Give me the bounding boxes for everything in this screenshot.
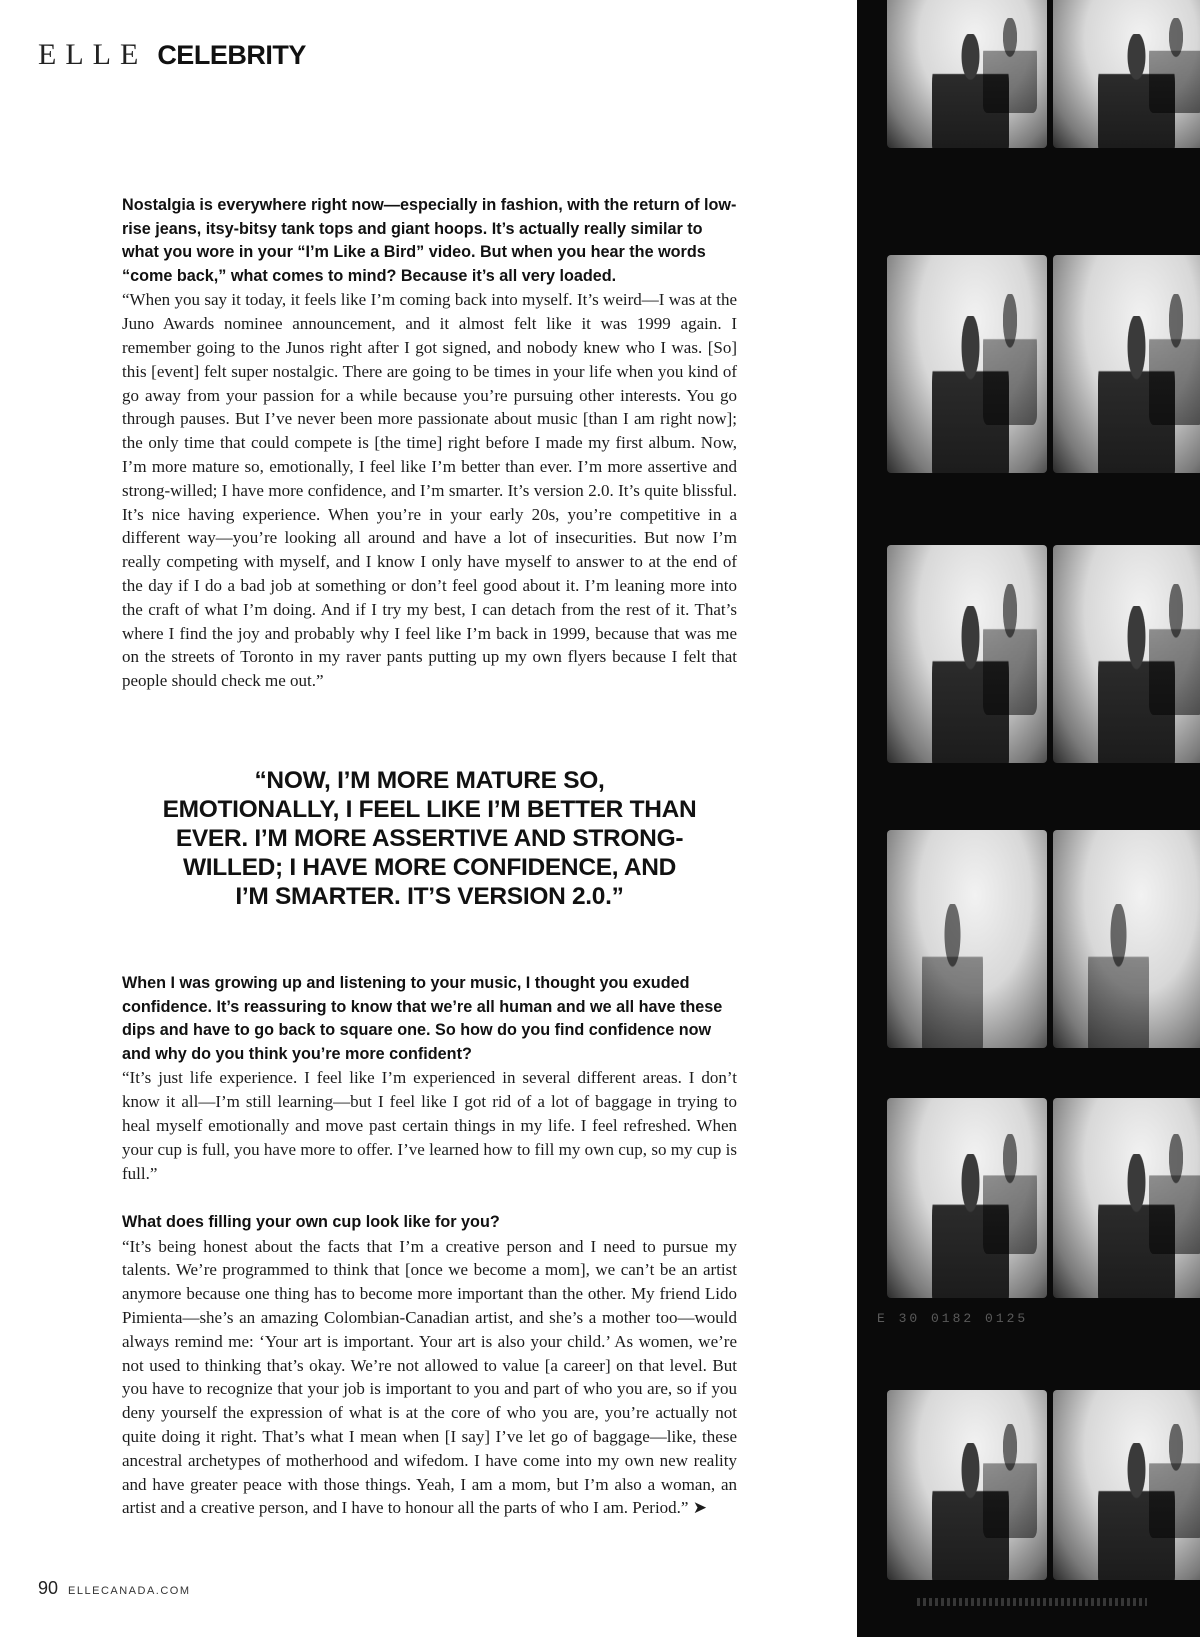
answer-1: “When you say it today, it feels like I’m coming back into myself. It’s weird—I was at the Juno Awards nominee announcement, and it almost felt like it was 1999 again. I remember going to the Junos right after I got signed, and nobody knew who I was. [So] this [event] felt super nostalgic. There are going to be times in your life when you kind of go away from your passion for a while because you’re pursuing other interests. You go through pauses. But I’ve never been more passionate about music [than I am right now]; the only time that could compete is [the time] right before I made my first album. Now, I’m more mature so, emotionally, I feel like I’m better than ever. I’m more assertive and strong-willed; I have more confidence, and I’m smarter. It’s version 2.0. It’s quite blissful. It’s nice having experience. When you’re in your early 20s, you’re competitive in a different way—you’re looking all around and have a lot of insecurities. But now I’m really competing with myself, and I know I only have myself to answer to at the end of the day if I do a bad job at something or don’t feel good about it. I’m leaning more into the craft of what I’m doing. And if I try my best, I can detach from the rest of it. That’s where I find the joy and probably why I feel like I’m back in 1999, because that was me on the streets of Toronto in my raver pants putting up my own flyers because I felt that people should check me out.” — [122, 290, 737, 691]
page-footer — [38, 1578, 191, 1599]
answer-2: “It’s just life experience. I feel like I’m experienced in several different areas. I don’t know it all—I’m still learning—but I feel like I got rid of a lot of baggage in trying to heal myself emotionally and move past certain things in my life. I feel refreshed. When your cup is full, you have more to offer. I’ve learned how to fill my own cup, so my cup is full.” — [122, 1068, 737, 1183]
pull-quote — [122, 766, 737, 911]
contact-sheet-photo-strip — [857, 0, 1200, 1637]
pull-quote-line: I’M SMARTER. IT’S VERSION 2.0.” — [235, 883, 624, 910]
pull-quote-line: EMOTIONALLY, I FEEL LIKE I’M BETTER THAN — [162, 796, 697, 823]
photo-frame — [887, 1098, 1047, 1298]
website-url: ELLECANADA.COM — [68, 1585, 191, 1597]
photo-frame — [1053, 1390, 1200, 1580]
photo-frame — [1053, 1098, 1200, 1298]
pull-quote-line: “NOW, I’M MORE MATURE SO, — [254, 767, 605, 794]
interview-block-2 — [122, 972, 737, 1185]
question-3: What does filling your own cup look like for you? — [122, 1213, 500, 1231]
pull-quote-line: EVER. I’M MORE ASSERTIVE AND STRONG- — [175, 825, 684, 852]
photo-frame — [887, 255, 1047, 473]
film-edge-code: E 30 0182 0125 — [877, 1311, 1029, 1326]
photo-frame — [1053, 0, 1200, 148]
photo-frame — [887, 545, 1047, 763]
interview-block-3 — [122, 1211, 737, 1520]
film-perforation-marks — [917, 1598, 1147, 1606]
page-header — [38, 38, 306, 72]
photo-frame — [1053, 830, 1200, 1048]
photo-frame — [887, 830, 1047, 1048]
photo-frame — [887, 0, 1047, 148]
question-1: Nostalgia is everywhere right now—especially in fashion, with the return of low-rise jeans, itsy-bitsy tank tops and giant hoops. It’s actually really similar to what you wore in your “I’m Like a Bird” video. But when you hear the words “come back,” what comes to mind? Because it’s all very loaded. — [122, 196, 737, 285]
photo-frame — [1053, 255, 1200, 473]
section-title: CELEBRITY — [157, 40, 306, 70]
pull-quote-line: WILLED; I HAVE MORE CONFIDENCE, AND — [182, 854, 677, 881]
page-number: 90 — [38, 1578, 59, 1598]
photo-frame — [1053, 545, 1200, 763]
photo-frame — [887, 1390, 1047, 1580]
magazine-logo: ELLE — [38, 38, 148, 71]
answer-3: “It’s being honest about the facts that I’m a creative person and I need to pursue my talents. We’re programmed to think that [once we become a mom], we can’t be an artist anymore because one thing has to become more important than the other. My friend Lido Pimienta—she’s an amazing Colombian-Canadian artist, and she’s a mother too—would always remind me: ‘Your art is important. Your art is also your child.’ As women, we’re not used to thinking that’s okay. We’re not allowed to value [a career] on that level. But you have to recognize that your job is important to you and part of who you are, so if you deny yourself the expression of what is at the core of who you are, you’re actually not quite doing it right. That’s what I mean when [I say] I’ve let go of baggage—like, these ancestral archetypes of motherhood and wifedom. I have come into my own new reality and have greater peace with those things. Yeah, I am a mom, but I’m also a woman, an artist and a creative person, and I have to honour all the parts of who I am. Period.” ➤ — [122, 1236, 737, 1518]
interview-block-1 — [122, 194, 737, 693]
question-2: When I was growing up and listening to your music, I thought you exuded confidence. It’s reassuring to know that we’re all human and we all have these dips and have to go back to square one. So how do you find confidence now and why do you think you’re more confident? — [122, 974, 723, 1063]
